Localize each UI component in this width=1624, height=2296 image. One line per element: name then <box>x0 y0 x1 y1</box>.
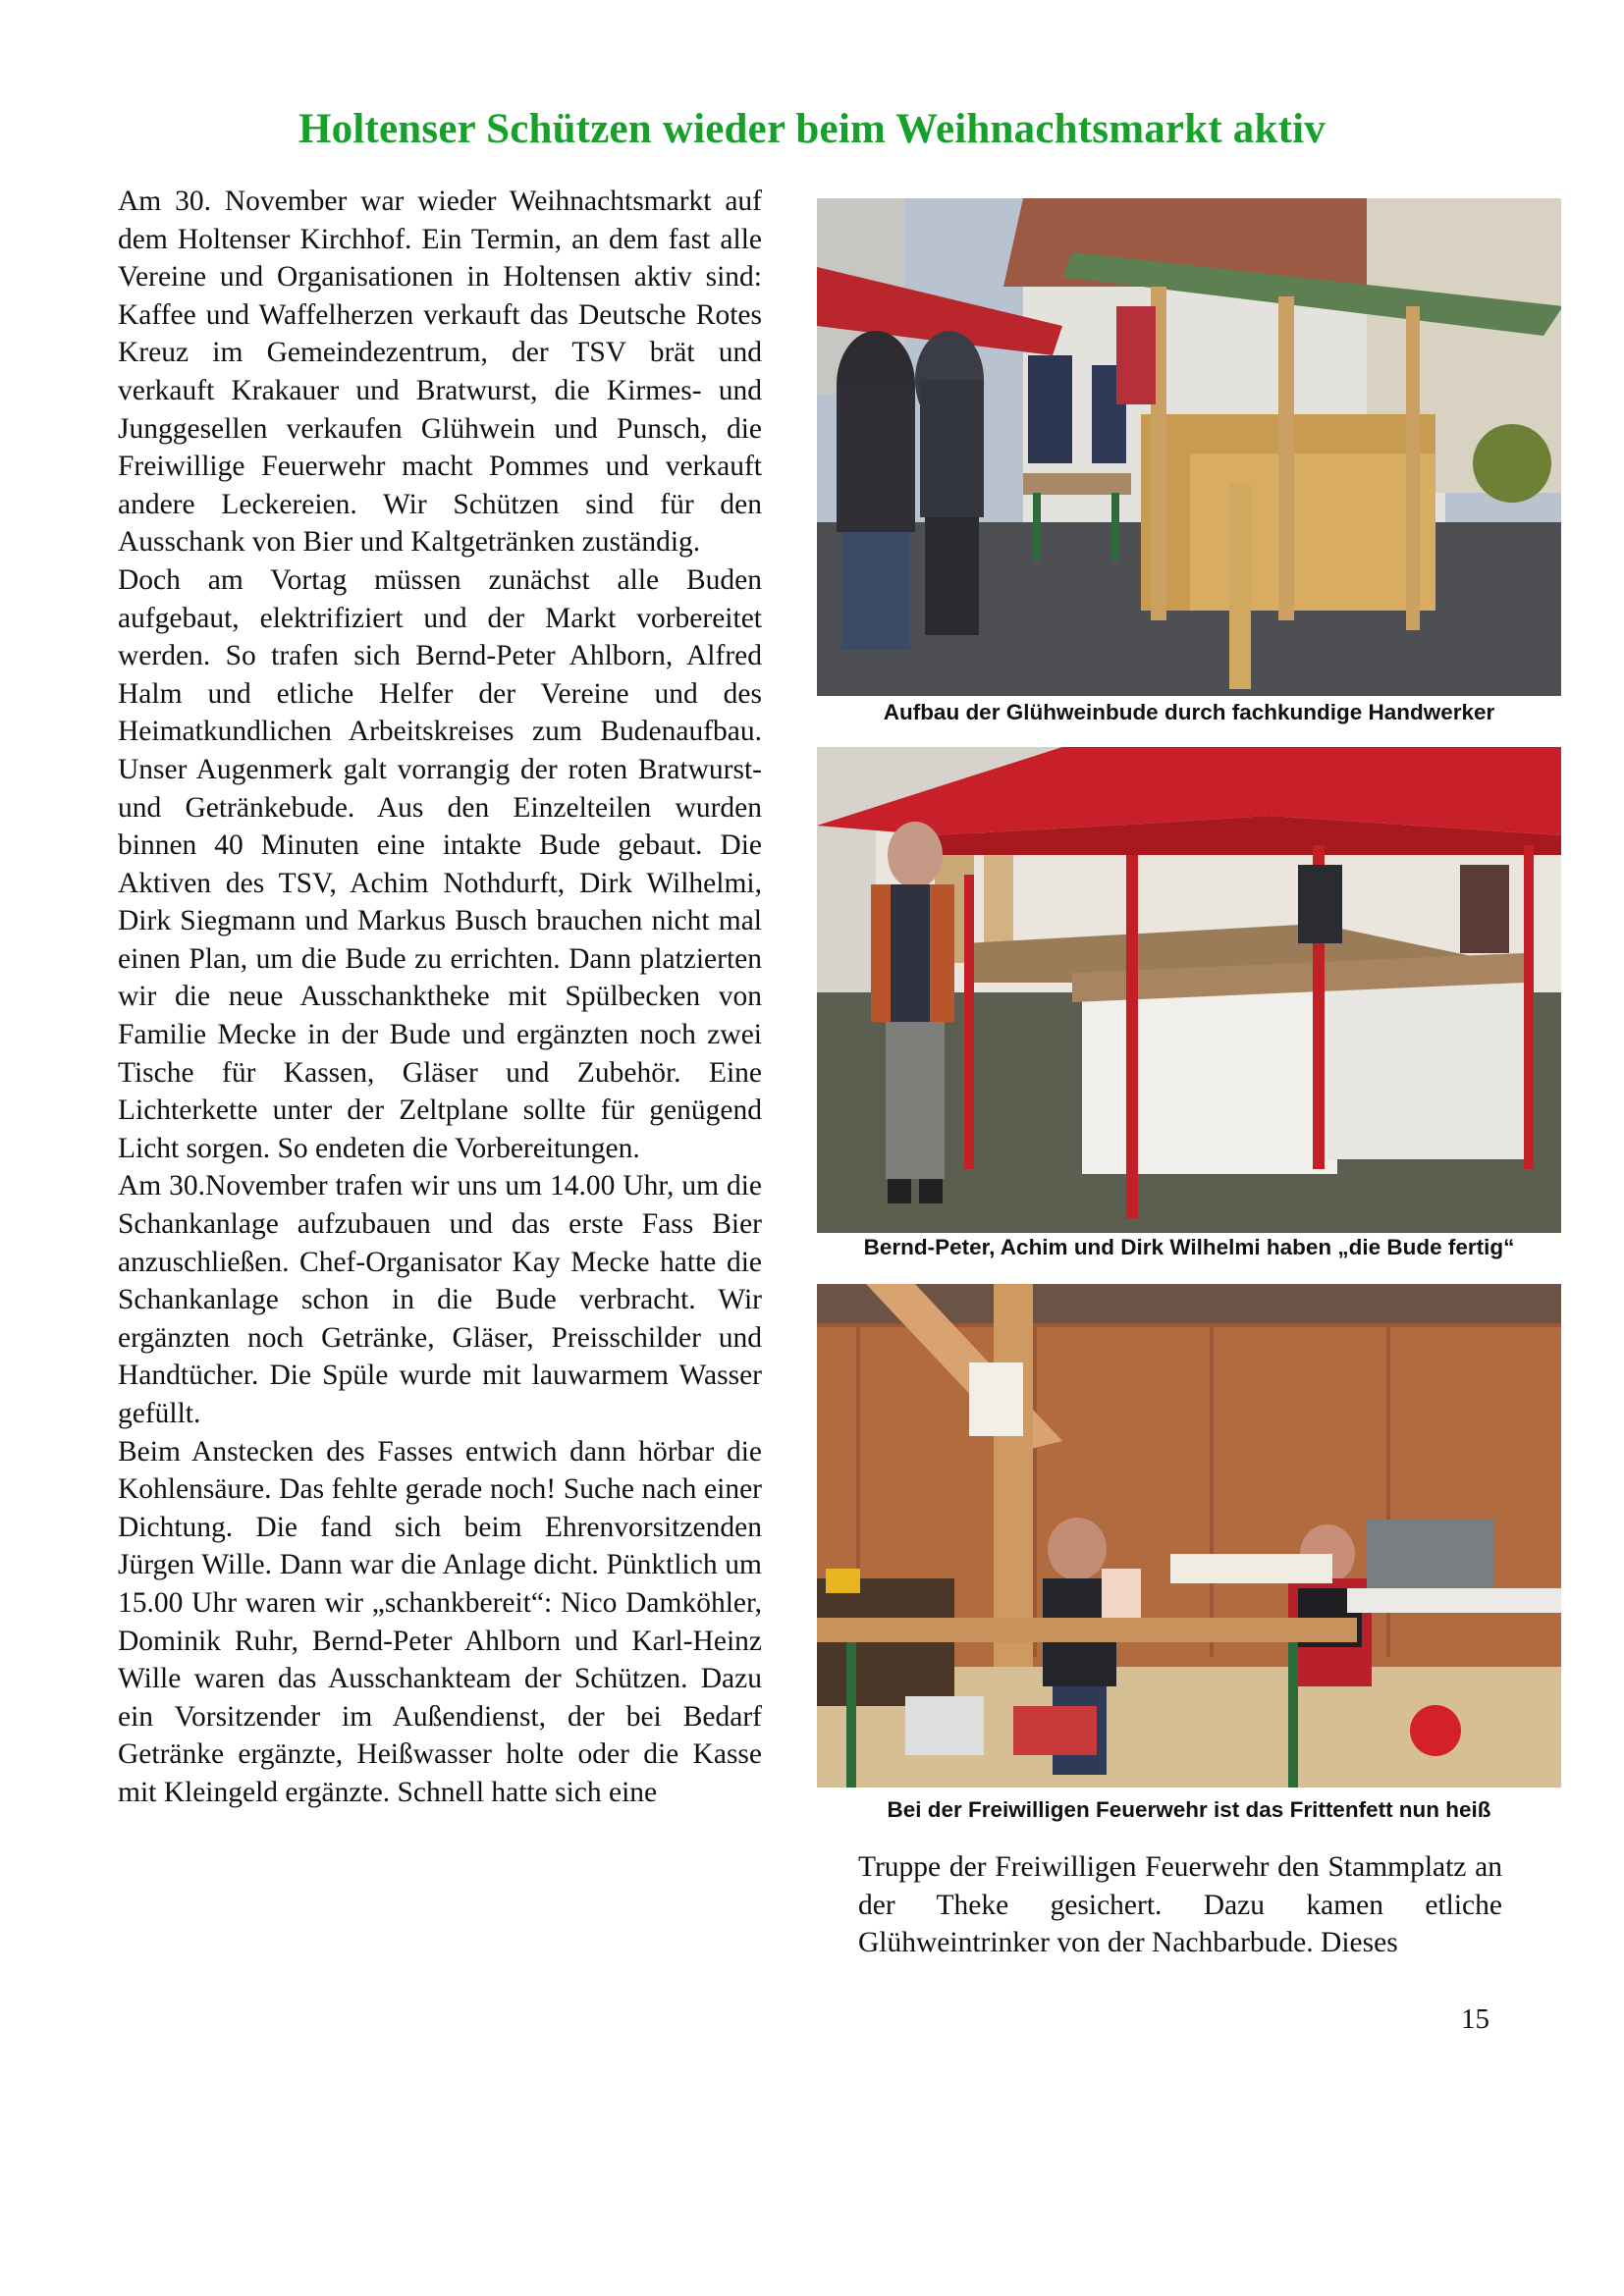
photo-caption-1: Aufbau der Glühweinbude durch fachkundige Handwerker <box>883 700 1495 724</box>
page-number: 15 <box>1461 2003 1489 2035</box>
photo-caption-3: Bei der Freiwilligen Feuerwehr ist das Frittenfett nun heiß <box>887 1797 1491 1822</box>
photo-caption-2: Bernd-Peter, Achim und Dirk Wilhelmi haben „die Bude fertig“ <box>863 1235 1515 1259</box>
continuation-paragraph: Truppe der Freiwilligen Feuerwehr den Stammplatz an der Theke gesichert. Dazu kamen etliche Glühweintrinker von der Nachbarbude. Dieses <box>858 1851 1502 1959</box>
paragraph-2: Doch am Vortag müssen zunächst alle Buden aufgebaut, elektrifiziert und der Markt vorbereitet werden. So trafen sich Bernd-Peter Ahlborn, Alfred Halm und etliche Helfer der Vereine und des Heimatkundlichen Arbeitskreises zum Budenaufbau. Unser Augenmerk galt vorrangig der roten Bratwurst- und Getränkebude. Aus den Einzelteilen wurden binnen 40 Minuten eine intakte Bude gebaut. Die Aktiven des TSV, Achim Nothdurft, Dirk Wilhelmi, Dirk Siegmann und Markus Busch brauchen nicht mal einen Plan, um die Bude zu errichten. Dann platzierten wir die neue Ausschanktheke mit Spülbecken von Familie Mecke in der Bude und ergänzten noch zwei Tische für Kassen, Gläser und Zubehör. Eine Lichterkette unter der Zeltplane sollte für genügend Licht sorgen. So endeten die Vorbereitungen. <box>118 563 762 1164</box>
photo-gluehwein-booth-construction <box>817 198 1561 696</box>
paragraph-3: Am 30.November trafen wir uns um 14.00 Uhr, um die Schankanlage aufzubauen und das erste Fass Bier anzuschließen. Chef-Organisator Kay Mecke hatte die Schankanlage schon in die Bude verbracht. Wir ergänzten noch Getränke, Gläser, Preisschilder und Handtücher. Die Spüle wurde mit lauwarmem Wasser gefüllt. <box>118 1170 762 1429</box>
article-body <box>118 183 762 1812</box>
paragraph-1: Am 30. November war wieder Weihnachtsmarkt auf dem Holtenser Kirchhof. Ein Termin, an dem fast alle Vereine und Organisationen in Holtensen aktiv sind: Kaffee und Waffelherzen verkauft das Deutsche Rotes Kreuz im Gemeindezentrum, der TSV brät und verkauft Krakauer und Bratwurst, die Kirmes- und Junggesellen verkaufen Glühwein und Punsch, die Freiwillige Feuerwehr macht Pommes und verkauft andere Leckereien. Wir Schützen sind für den Ausschank von Bier und Kaltgetränken zuständig. <box>118 186 762 559</box>
article-continuation <box>858 1848 1502 1962</box>
photo-fire-brigade-booth <box>817 1284 1561 1788</box>
photo-red-tent-booth <box>817 747 1561 1233</box>
paragraph-4: Beim Anstecken des Fasses entwich dann hörbar die Kohlensäure. Das fehlte gerade noch! Suche nach einer Dichtung. Die fand sich beim Ehrenvorsitzenden Jürgen Wille. Dann war die Anlage dicht. Pünktlich um 15.00 Uhr waren wir „schankbereit“: Nico Damköhler, Dominik Ruhr, Bernd-Peter Ahlborn und Karl-Heinz Wille waren das Ausschankteam der Schützen. Dazu ein Vorsitzender im Außendienst, der bei Bedarf Getränke ergänzte, Heißwasser holte oder die Kasse mit Kleingeld ergänzte. Schnell hatte sich eine <box>118 1435 762 1808</box>
article-title: Holtenser Schützen wieder beim Weihnachtsmarkt aktiv <box>298 105 1326 152</box>
